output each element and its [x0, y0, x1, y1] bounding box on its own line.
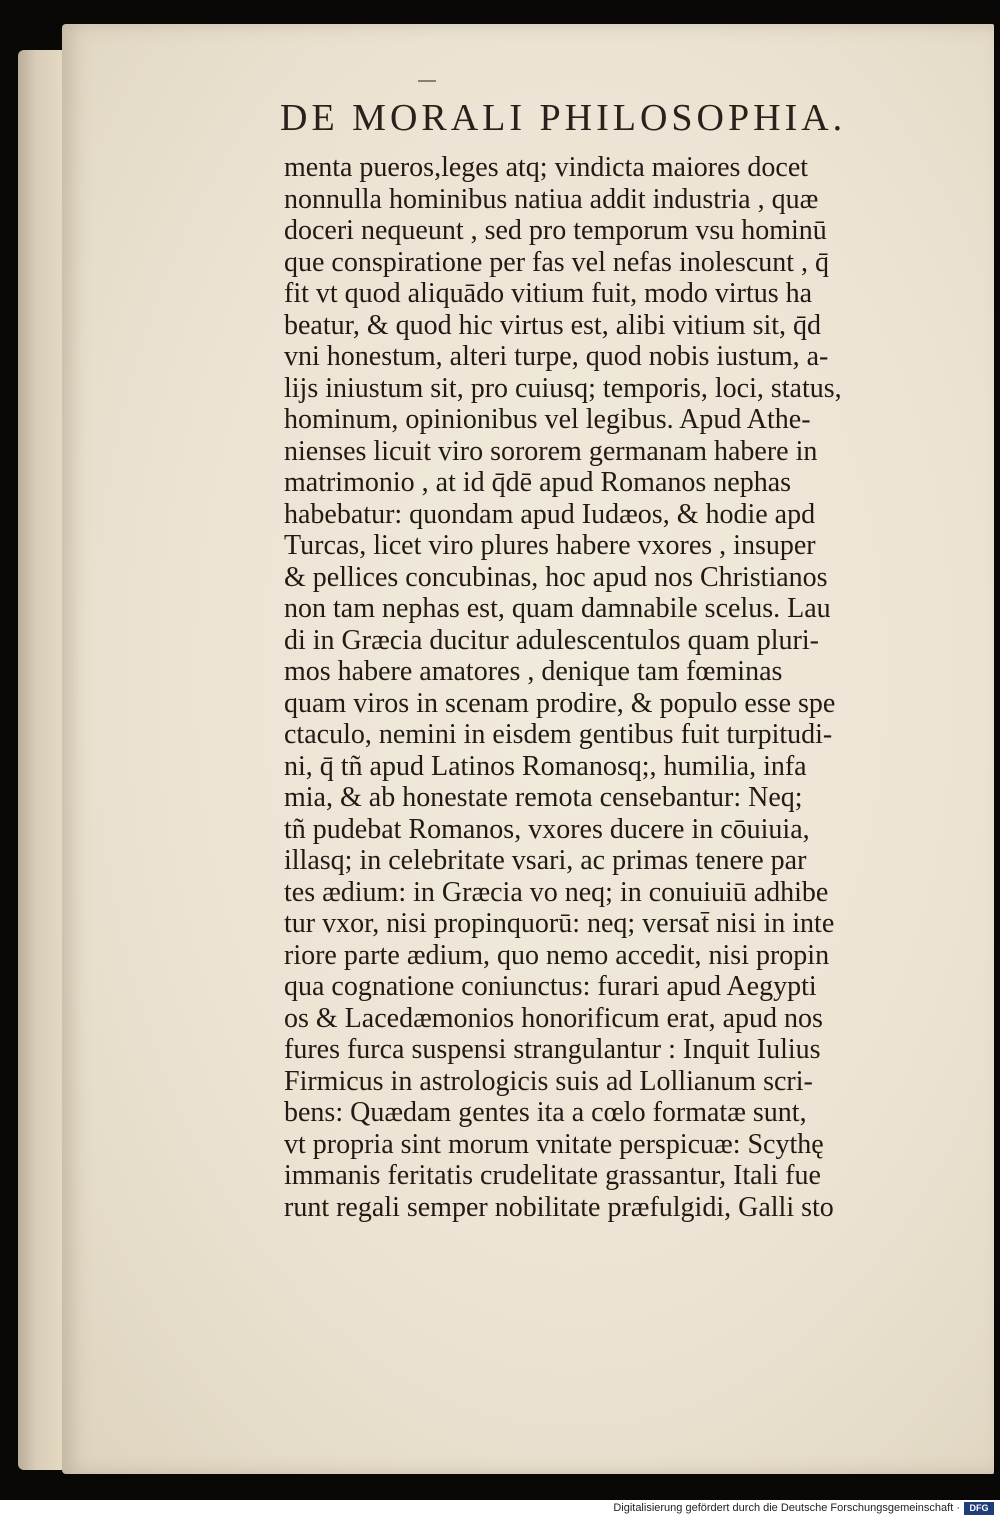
text-line: beatur, & quod hic virtus est, alibi vitium sit, q̄d: [284, 309, 822, 341]
text-line: di in Græcia ducitur adulescentulos quam pluri-: [284, 624, 819, 656]
text-line: tñ pudebat Romanos, vxores ducere in cōuiuia,: [284, 813, 810, 845]
text-line: fures furca suspensi strangulantur : Inquit Iulius: [284, 1034, 821, 1065]
text-line: os & Lacedæmonios honorificum erat, apud nos: [284, 1002, 823, 1034]
text-line: nienses licuit viro sororem germanam habere in: [284, 435, 818, 467]
text-line: menta pueros,leges atq; vindicta maiores docet: [284, 152, 809, 183]
text-line: doceri nequeunt , sed pro temporum vsu hominū: [284, 215, 827, 246]
text-line: vni honestum, alteri turpe, quod nobis iustum, a-: [284, 341, 829, 372]
text-line: qua cognatione coniunctus: furari apud Aegypti: [284, 971, 817, 1002]
running-head: DE MORALI PHILOSOPHIA.: [280, 97, 847, 139]
text-line: mia, & ab honestate remota censebantur: Neq;: [284, 782, 803, 813]
text-line: vt propria sint morum vnitate perspicuæ: Scythę: [284, 1128, 824, 1160]
text-line: matrimonio , at id q̄dē apud Romanos nephas: [284, 467, 792, 498]
text-line: Turcas, licet viro plures habere vxores , insuper: [284, 530, 816, 561]
text-line: mos habere amatores , denique tam fœminas: [284, 656, 783, 687]
text-line: Firmicus in astrologicis suis ad Lollianum scri-: [284, 1065, 813, 1097]
text-line: tur vxor, nisi propinquorū: neq; versat̄ nisi in inte: [284, 908, 835, 939]
text-line: immanis feritatis crudelitate grassantur, Itali fue: [284, 1160, 821, 1191]
text-line: ni, q̄ tñ apud Latinos Romanosq;, humilia, infa: [284, 750, 807, 782]
page-text: [284, 152, 934, 1223]
text-line: bens: Quædam gentes ita a cœlo formatæ sunt,: [284, 1097, 807, 1128]
text-line: quam viros in scenam prodire, & populo esse spe: [284, 687, 836, 719]
page-mark: [418, 80, 436, 82]
dfg-logo: DFG: [964, 1502, 994, 1515]
text-line: & pellices concubinas, hoc apud nos Christianos: [284, 561, 828, 593]
text-line: non tam nephas est, quam damnabile scelus. Lau: [284, 593, 831, 624]
footer-credit: Digitalisierung gefördert durch die Deutsche Forschungsgemeinschaft ·: [613, 1502, 960, 1514]
text-line: lijs iniustum sit, pro cuiusq; temporis, loci, status,: [284, 372, 842, 404]
text-line: ctaculo, nemini in eisdem gentibus fuit turpitudi-: [284, 719, 833, 750]
text-line: tes ædium: in Græcia vo neq; in conuiuiū adhibe: [284, 876, 829, 908]
footer-bar: [0, 1500, 1000, 1518]
text-line: hominum, opinionibus vel legibus. Apud Athe-: [284, 404, 811, 435]
text-line: illasq; in celebritate vsari, ac primas tenere par: [284, 845, 807, 876]
text-line: que conspiratione per fas vel nefas inolescunt , q̄: [284, 246, 830, 278]
text-line: nonnulla hominibus natiua addit industria , quæ: [284, 183, 819, 215]
text-line: riore parte ædium, quo nemo accedit, nisi propin: [284, 939, 830, 971]
text-line: runt regali semper nobilitate præfulgidi, Galli sto: [284, 1191, 834, 1223]
text-line: habebatur: quondam apud Iudæos, & hodie apd: [284, 498, 816, 530]
text-line: fit vt quod aliquādo vitium fuit, modo virtus ha: [284, 278, 813, 309]
